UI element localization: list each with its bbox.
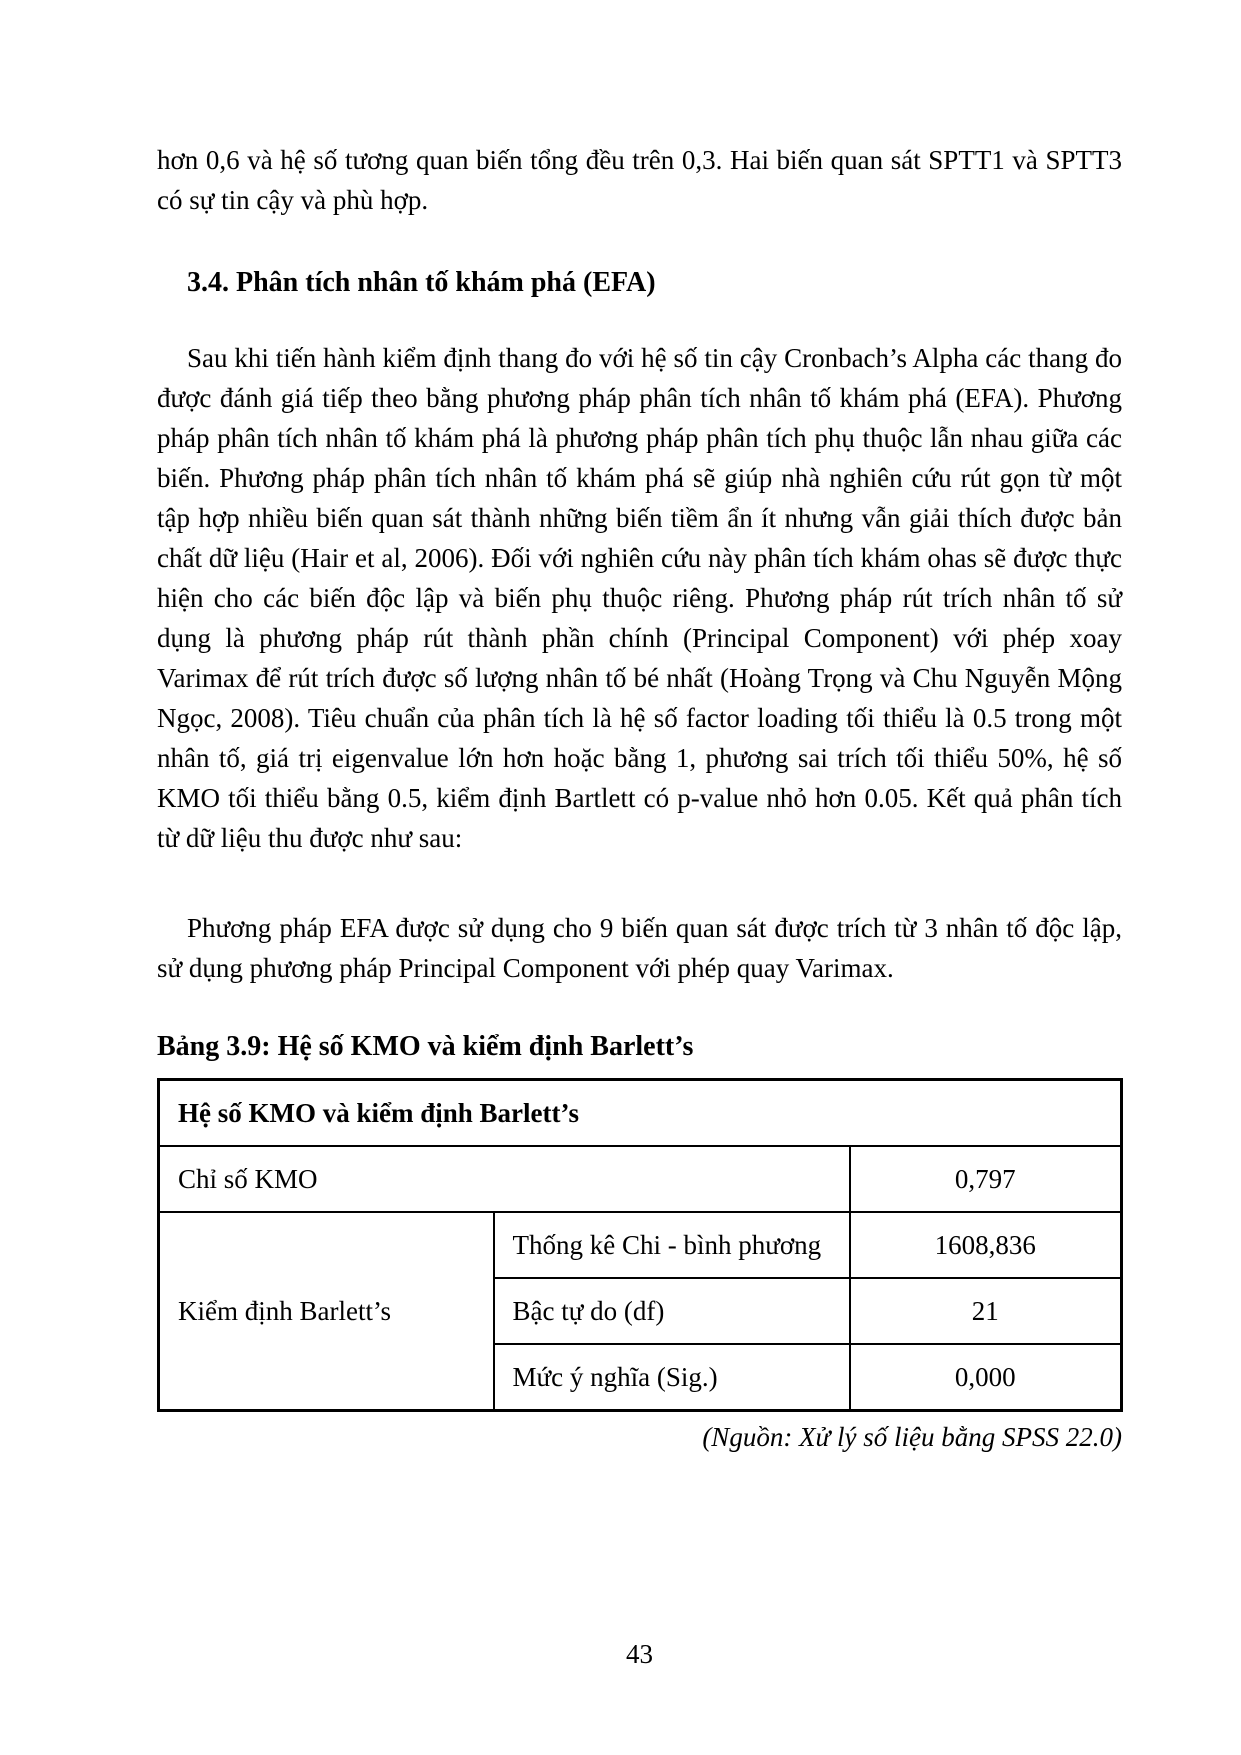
table-row (159, 1080, 1122, 1147)
kmo-bartlett-table (157, 1078, 1123, 1412)
sig-label-cell: Mức ý nghĩa (Sig.) (494, 1344, 850, 1411)
table-caption: Bảng 3.9: Hệ số KMO và kiểm định Barlett’s (157, 1031, 694, 1062)
chi-square-value-cell: 1608,836 (850, 1212, 1122, 1278)
intro-paragraph: hơn 0,6 và hệ số tương quan biến tổng đều trên 0,3. Hai biến quan sát SPTT1 và SPTT3 có sự tin cậy và phù hợp. (157, 145, 1122, 215)
kmo-value-cell: 0,797 (850, 1146, 1122, 1212)
source-note: (Nguồn: Xử lý số liệu bằng SPSS 22.0) (702, 1422, 1122, 1452)
table-row (159, 1146, 1122, 1212)
kmo-label-cell: Chỉ số KMO (159, 1146, 850, 1212)
table-row (159, 1212, 1122, 1278)
efa-paragraph: Sau khi tiến hành kiểm định thang đo với hệ số tin cậy Cronbach’s Alpha các thang đo được đánh giá tiếp theo bằng phương pháp phân tích nhân tố khám phá (EFA). Phương pháp phân tích nhân tố khám phá là phương pháp phân tích phụ thuộc lẫn nhau giữa các biến. Phương pháp phân tích nhân tố khám phá sẽ giúp nhà nghiên cứu rút gọn từ một tập hợp nhiều biến quan sát thành những biến tiềm ẩn ít nhưng vẫn giải thích được bản chất dữ liệu (Hair et al, 2006). Đối với nghiên cứu này phân tích khám ohas sẽ được thực hiện cho các biến độc lập và biến phụ thuộc riêng. Phương pháp rút trích nhân tố sử dụng là phương pháp rút thành phần chính (Principal Component) với phép xoay Varimax để rút trích được số lượng nhân tố bé nhất (Hoàng Trọng và Chu Nguyễn Mộng Ngọc, 2008). Tiêu chuẩn của phân tích là hệ số factor loading tối thiểu là 0.5 trong một nhân tố, giá trị eigenvalue lớn hơn hoặc bằng 1, phương sai trích tối thiểu 50%, hệ số KMO tối thiểu bằng 0.5, kiểm định Bartlett có p-value nhỏ hơn 0.05. Kết quả phân tích từ dữ liệu thu được như sau: (157, 343, 1122, 853)
table-header-cell: Hệ số KMO và kiểm định Barlett’s (159, 1080, 1122, 1147)
chi-square-label-cell: Thống kê Chi - bình phương (494, 1212, 850, 1278)
df-value-cell: 21 (850, 1278, 1122, 1344)
page-number: 43 (626, 1639, 653, 1669)
df-label-cell: Bậc tự do (df) (494, 1278, 850, 1344)
method-paragraph: Phương pháp EFA được sử dụng cho 9 biến quan sát được trích từ 3 nhân tố độc lập, sử dụng phương pháp Principal Component với phép quay Varimax. (157, 913, 1122, 983)
bartlett-label-cell: Kiểm định Barlett’s (159, 1212, 494, 1411)
sig-value-cell: 0,000 (850, 1344, 1122, 1411)
section-heading: 3.4. Phân tích nhân tố khám phá (EFA) (187, 267, 656, 298)
